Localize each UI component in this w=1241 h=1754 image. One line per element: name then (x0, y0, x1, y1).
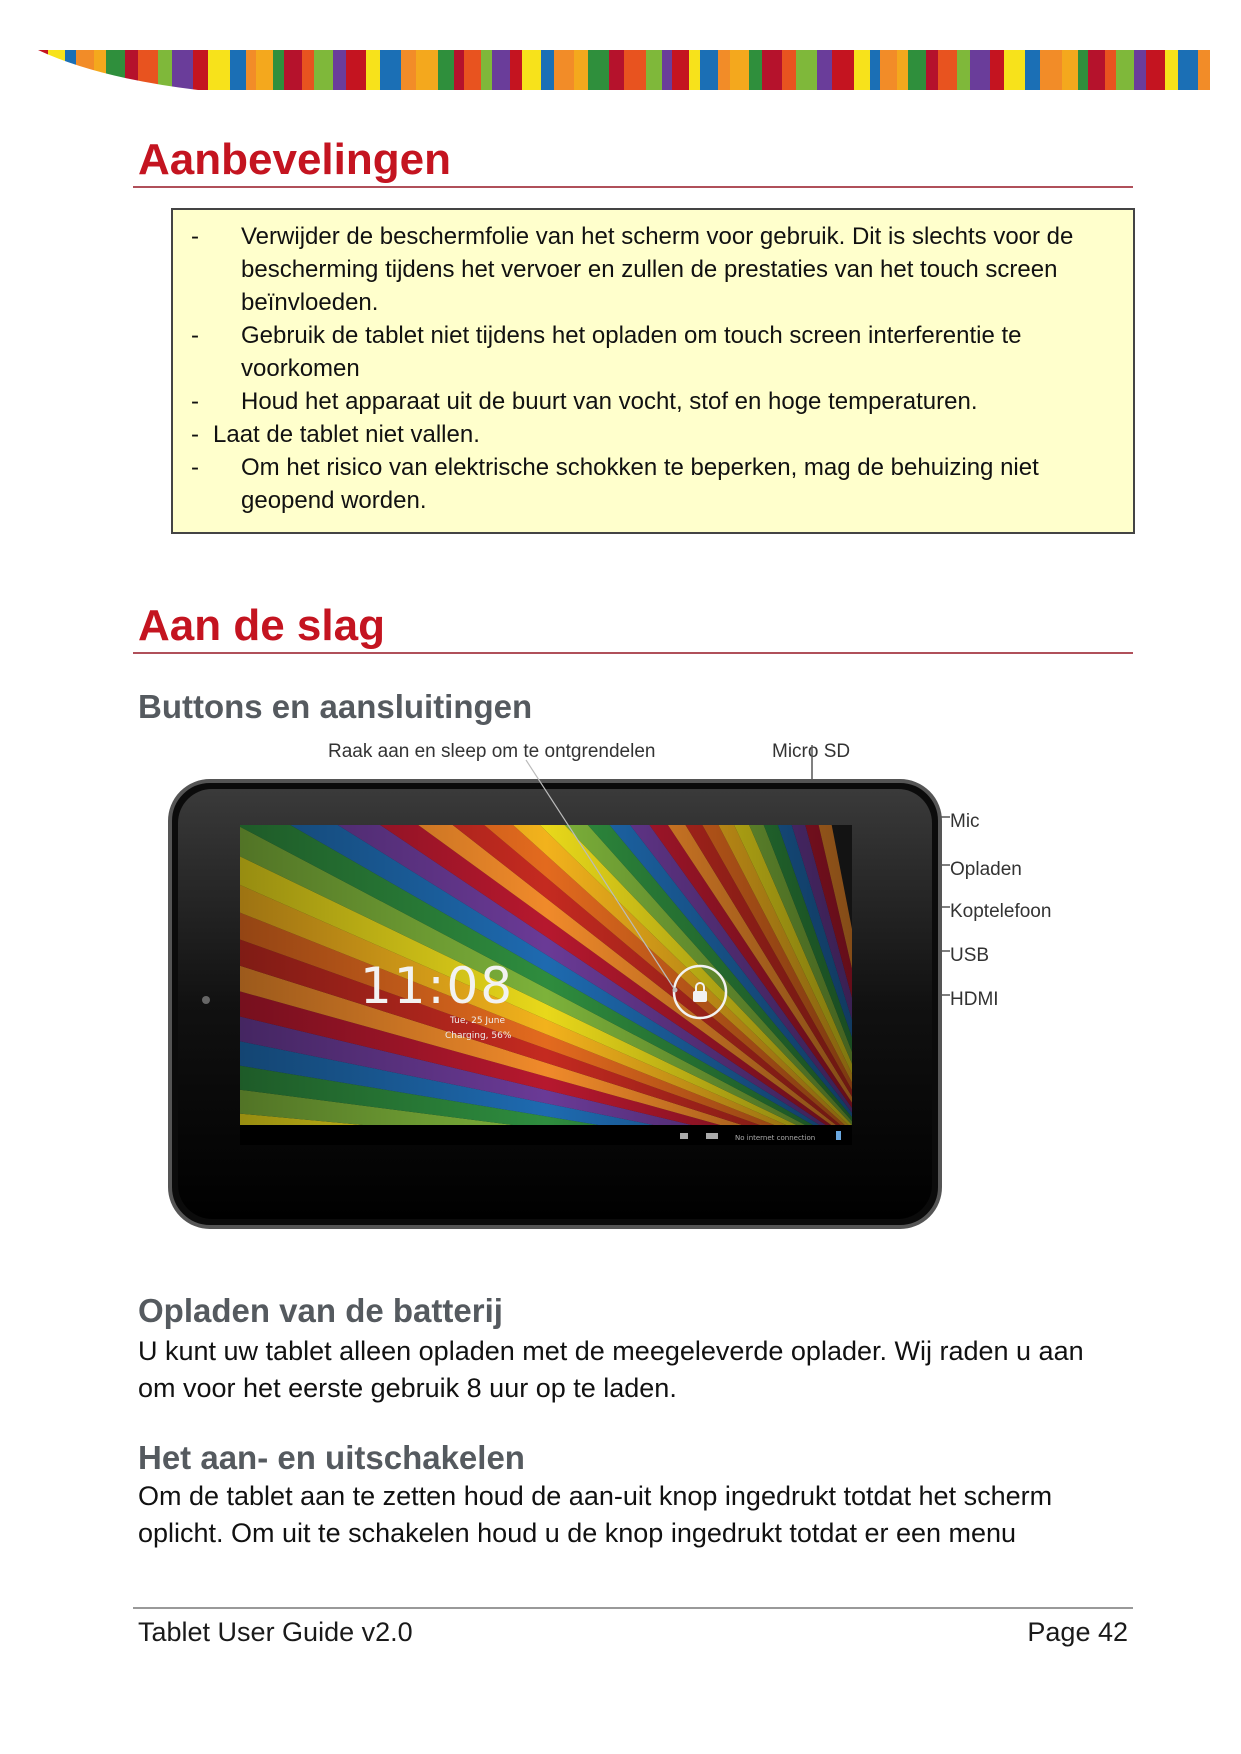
footer-rule (133, 1607, 1133, 1609)
recommendation-item: - Om het risico van elektrische schokken te beperken, mag de behuizing niet geopend worden. (191, 454, 1039, 514)
section-title-aan-de-slag: Aan de slag (138, 601, 385, 650)
section-rule (133, 652, 1133, 654)
tablet-illustration (160, 745, 1100, 1235)
subheading-charging: Opladen van de batterij (138, 1292, 503, 1329)
callout-hdmi: HDMI (950, 989, 999, 1010)
recommendation-item: - Houd het apparaat uit de buurt van vocht, stof en hoge temperaturen. (191, 388, 978, 415)
callout-koptelefoon: Koptelefoon (950, 901, 1052, 922)
header-stripe-bar (38, 48, 1210, 90)
screen-clock: 11:08 (360, 957, 515, 1015)
footer-page-number: Page 42 (1027, 1617, 1128, 1647)
footer-title: Tablet User Guide v2.0 (138, 1617, 413, 1647)
usb-status-icon (680, 1133, 688, 1139)
callout-microsd: Micro SD (772, 741, 851, 762)
callout-usb: USB (950, 945, 990, 966)
recommendation-item: - Gebruik de tablet niet tijdens het opladen om touch screen interferentie te voorkomen (191, 322, 1022, 382)
callout-mic: Mic (950, 811, 980, 832)
power-paragraph: Om de tablet aan te zetten houd de aan-uit knop ingedrukt totdat het scherm oplicht. Om uit te schakelen houd u de knop ingedrukt totdat er een menu (138, 1481, 1053, 1548)
screen-charging: Charging, 56% (445, 1031, 512, 1041)
section-rule (133, 186, 1133, 188)
camera-icon (202, 996, 210, 1004)
callout-opladen: Opladen (950, 859, 1022, 880)
signal-status-icon (836, 1131, 841, 1140)
recommendation-item: - Laat de tablet niet vallen. (191, 421, 480, 448)
subheading-buttons: Buttons en aansluitingen (138, 688, 533, 725)
screen-date: Tue, 25 June (450, 1016, 506, 1026)
recommendation-item: - Verwijder de beschermfolie van het scherm voor gebruik. Dit is slechts voor de bescherming tijdens het vervoer en zullen de prestaties van het touch screen beïnvloeden. (191, 223, 1074, 316)
battery-status-icon (706, 1133, 718, 1139)
charging-paragraph: U kunt uw tablet alleen opladen met de meegeleverde oplader. Wij raden u aan om voor het eerste gebruik 8 uur op te laden. (138, 1336, 1084, 1403)
section-title-aanbevelingen: Aanbevelingen (138, 135, 451, 184)
recommendations-box (171, 208, 1135, 534)
callout-unlock: Raak aan en sleep om te ontgrendelen (328, 741, 656, 762)
screen-status-text: No internet connection (735, 1134, 816, 1142)
subheading-power: Het aan- en uitschakelen (138, 1439, 525, 1476)
